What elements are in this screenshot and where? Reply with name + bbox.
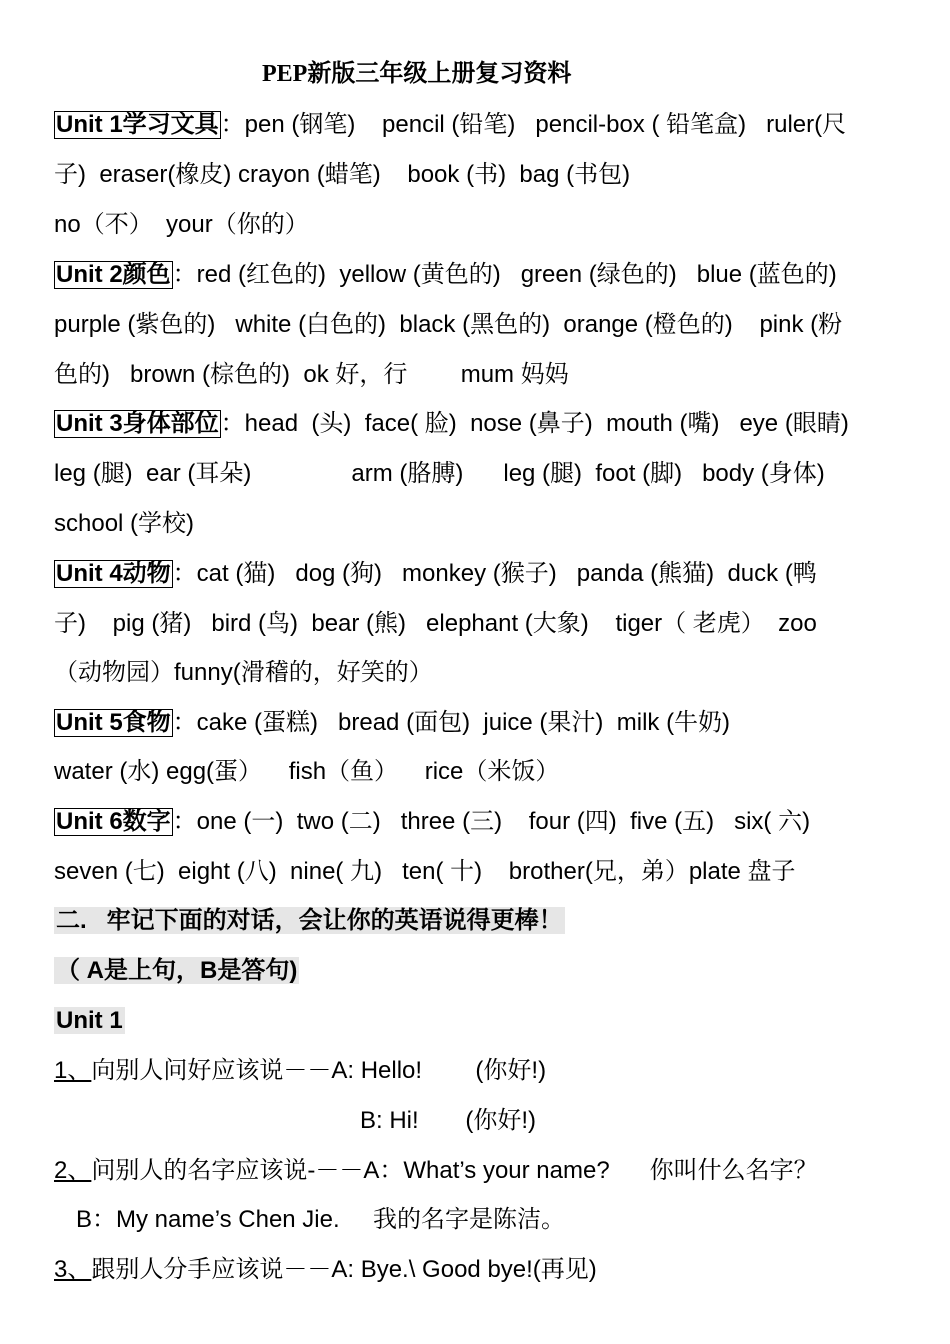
unit2-words-3: 色的) brown (棕色的) ok 好，行 mum 妈妈 bbox=[54, 361, 569, 388]
dialog3-prompt: 跟别人分手应该说－－A: Bye.\ Good bye!(再见) bbox=[91, 1256, 597, 1283]
section2-heading-line bbox=[54, 906, 910, 936]
unit5-label: Unit 5食物 bbox=[56, 709, 171, 736]
dialog2-reply-line bbox=[76, 1205, 910, 1235]
section2-unit-line bbox=[54, 1006, 910, 1036]
section2-unit-label: Unit 1 bbox=[56, 1007, 123, 1034]
unit5-line2 bbox=[54, 757, 910, 787]
unit3-words-3: school (学校) bbox=[54, 510, 195, 537]
dialog2-prompt: 问别人的名字应该说-－－A：What’s your name? 你叫什么名字？ bbox=[91, 1157, 818, 1184]
dialog1-prompt: 向别人问好应该说－－A: Hello! (你好!) bbox=[91, 1057, 547, 1084]
unit4-line3 bbox=[54, 658, 910, 688]
unit5-words: ：cake (蛋糕) bread (面包) juice (果汁) milk (牛奶) bbox=[172, 709, 731, 736]
dialog2-number: 2、 bbox=[54, 1157, 92, 1184]
unit6-line1 bbox=[54, 807, 910, 837]
unit2-words: ：red (红色的) yellow (黄色的) green (绿色的) blue (蓝色的) bbox=[172, 261, 837, 288]
dialog2-prompt-line bbox=[54, 1156, 910, 1186]
unit1-line3 bbox=[54, 210, 910, 240]
unit3-label: Unit 3身体部位 bbox=[56, 410, 219, 437]
unit1-line1 bbox=[54, 110, 910, 140]
dialog1-reply-line bbox=[360, 1106, 910, 1136]
page-title: PEP新版三年级上册复习资料 bbox=[262, 61, 572, 87]
unit3-line1 bbox=[54, 409, 910, 439]
unit1-line2 bbox=[54, 160, 910, 190]
unit6-line2 bbox=[54, 857, 910, 887]
unit4-words-2: 子) pig (猪) bird (鸟) bear (熊) elephant (大象) tiger（ 老虎） zoo bbox=[54, 610, 817, 637]
dialog1-prompt-line bbox=[54, 1056, 910, 1086]
unit5-words-2: water (水) egg(蛋） fish（鱼） rice（米饭） bbox=[54, 758, 560, 785]
unit1-label: Unit 1学习文具 bbox=[56, 111, 219, 138]
section2-heading: 二. 牢记下面的对话，会让你的英语说得更棒！ bbox=[56, 907, 563, 934]
unit2-line1 bbox=[54, 260, 910, 290]
unit1-words-3: no（不） your（你的） bbox=[54, 211, 309, 238]
unit3-line2 bbox=[54, 459, 910, 489]
unit3-words: ：head (头) face( 脸) nose (鼻子) mouth (嘴) eye (眼睛) bbox=[220, 410, 849, 437]
unit2-words-2: purple (紫色的) white (白色的) black (黑色的) orange (橙色的) pink (粉 bbox=[54, 311, 843, 338]
unit1-words: ：pen (钢笔) pencil (铅笔) pencil-box ( 铅笔盒) ruler(尺 bbox=[220, 111, 847, 138]
unit3-line3 bbox=[54, 509, 910, 539]
unit3-words-2: leg (腿) ear (耳朵) arm (胳膊) leg (腿) foot (脚) body (身体) bbox=[54, 460, 825, 487]
section2-note-line bbox=[54, 956, 910, 986]
dialog2-reply: B：My name’s Chen Jie. 我的名字是陈洁。 bbox=[76, 1206, 565, 1233]
section2-note: （ A是上句，B是答句) bbox=[56, 957, 298, 984]
unit2-line3 bbox=[54, 360, 910, 390]
dialog3-number: 3、 bbox=[54, 1256, 92, 1283]
dialog3-prompt-line bbox=[54, 1255, 910, 1285]
unit6-words: ：one (一) two (二) three (三) four (四) five (五) six( 六) bbox=[172, 808, 811, 835]
dialog1-reply: B: Hi! (你好!) bbox=[360, 1107, 537, 1134]
unit4-label: Unit 4动物 bbox=[56, 560, 171, 587]
unit6-words-2: seven (七) eight (八) nine( 九) ten( 十) brother(兄，弟）plate 盘子 bbox=[54, 858, 796, 885]
unit6-label: Unit 6数字 bbox=[56, 808, 171, 835]
unit4-line2 bbox=[54, 609, 910, 639]
unit1-words-2: 子) eraser(橡皮) crayon (蜡笔) book (书) bag (书包) bbox=[54, 161, 631, 188]
unit2-label: Unit 2颜色 bbox=[56, 261, 171, 288]
unit4-line1 bbox=[54, 559, 910, 589]
unit2-line2 bbox=[54, 310, 910, 340]
unit5-line1 bbox=[54, 708, 910, 738]
dialog1-number: 1、 bbox=[54, 1057, 92, 1084]
unit4-words: ：cat (猫) dog (狗) monkey (猴子) panda (熊猫) duck (鸭 bbox=[172, 560, 817, 587]
unit4-words-3: （动物园）funny(滑稽的，好笑的） bbox=[54, 659, 433, 686]
